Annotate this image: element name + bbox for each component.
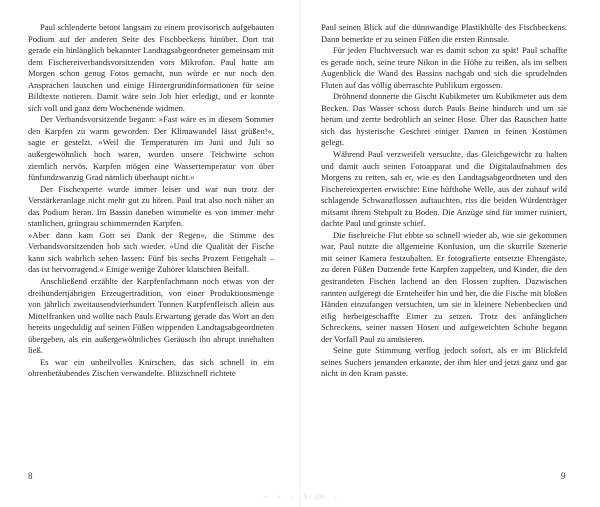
- next-page-icon[interactable]: ›: [334, 493, 338, 501]
- page-indicator: 9 / 100: [303, 493, 325, 501]
- left-page-text: [28, 22, 274, 380]
- reader-toolbar: [200, 490, 400, 504]
- paragraph: Anschließend erzählte der Karpfenfachmann noch etwas von der dreihundertjährigen Erzeugertradition, von einer Produktionsmenge von jährlich zweitausendvierhundert Tonnen Karpfenfleisch allein aus Mittelfranken und wollte nach Pauls Erwartung gerade das Wort an den bereits ungeduldig auf seinen Füßen wippenden Landtagsabgeordneten übergeben, als ein außergewöhnliches Geräusch ihn abrupt innehalten ließ.: [28, 276, 274, 356]
- paragraph: Paul seinen Blick auf die dünnwandige Plastikhülle des Fischbeckens. Dann bemerkte er zu seinen Füßen die ersten Rinnsale.: [321, 22, 567, 44]
- paragraph: Dröhnend donnerte die Gischt Kubikmeter um Kubikmeter aus dem Becken. Das Wasser schoss durch Pauls Beine hindurch und um sie herum und zerrte bedrohlich an seiner Hose. Über das Rauschen hatte sich das hysterische Geschrei einiger Damen in feinen Kostümen gelegt.: [321, 91, 567, 148]
- page-gutter: [299, 0, 301, 507]
- paragraph: Paul schlenderte betont langsam zu einem provisorisch aufgebauten Podium auf der anderen Seite des Fischbeckens hinüber. Dort trat gerade ein hinlänglich bekannter Landtagsabgeordneter gemeinsam mit dem Fischereiverbandsvorsitzenden vors Mikrofon. Paul hatte am Morgen schon genug Fotos gemacht, nun würde er nur noch den Ansprachen lauschen und einige Hintergrundinformationen für seine Bildtexte notieren. Damit wäre sein Job hier erledigt, und er konnte sich voll und ganz dem Wochenende widmen.: [28, 22, 274, 113]
- paragraph: Für jeden Fluchtversuch war es damit schon zu spät! Paul schaffte es gerade noch, seine teure Nikon in die Höhe zu reißen, als im selben Augenblick die Wand des Bassins nachgab und sich die sprudelnden Fluten auf das völlig überraschte Publikum ergossen.: [321, 45, 567, 90]
- right-page-text: [321, 22, 567, 380]
- zoom-in-icon[interactable]: +: [276, 493, 282, 501]
- zoom-out-icon[interactable]: −: [262, 493, 267, 501]
- paragraph: »Aber dann kam Gott sei Dank der Regen«, die Stimme des Verbandsvorsitzenden hob sich wieder. »Und die Qualität der Fische kann sich wahrlich sehen lassen: Fünf bis sechs Prozent Fettgehalt – das ist hervorragend.« Einige wenige Zuhörer klatschten Beifall.: [28, 229, 274, 275]
- paragraph: Es war ein unheilvolles Knirschen, das sich schnell in ein ohrenbetäubendes Zischen verwandelte. Blitzschnell richtete: [28, 356, 274, 379]
- previous-page-icon[interactable]: ‹: [291, 493, 294, 501]
- right-page-number: 9: [561, 471, 566, 481]
- paragraph: Während Paul verzweifelt versuchte, das Gleichgewicht zu halten und damit auch seinen Fotoapparat und die Digitalaufnahmen des Morgens zu retten, sah er, wie es den Landtagsabgeordneten und den Fischereiexperten erwischte: Eine hüfthohe Welle, aus der zuhauf wild schlagende Schwanzflossen auftauchten, riss die beiden Würdenträger mitsamt ihrem Stehpult zu Boden. Die Anzüge sind für immer ruiniert, dachte Paul und grinste schief.: [321, 149, 567, 229]
- paragraph: Der Verbandsvorsitzende begann: »Fast wäre es in diesem Sommer den Karpfen zu warm geworden. Der Klimawandel lässt grüßen!«, sagte er gestelzt. »Weil die Temperaturen im Juni und Juli so außergewöhnlich hoch waren, wurden unsere Teichwirte schon ziemlich nervös. Karpfen mögen eine Wassertemperatur von über fünfundzwanzig Grad nämlich überhaupt nicht.«: [28, 114, 274, 183]
- paragraph: Die fischreiche Flut ebbte so schnell wieder ab, wie sie gekommen war. Paul nutzte die allgemeine Konfusion, um die skurrile Szenerie mit seiner Kamera festzuhalten. Er fotografierte entsetzte Ehrengäste, zu deren Füßen Dutzende fette Karpfen zappelten, und Kinder, die den gestrandeten Fischen lachend an den Flossen zupften. Dazwischen rannten aufgeregt die Ernteheifer hin und her, die die Fische mit bloßen Händen einzufangen versuchten, um sie in kleinere Nebenbecken und eilig herbeigeschaffte Eimer zu setzen. Trotz des anfänglichen Schreckens, seiner nassen Hosen und aufgeweichten Schuhe begann der Vorfall Paul zu amüsieren.: [321, 229, 567, 344]
- paragraph: Der Fischexperte wurde immer leiser und war nun trotz der Verstärkeranlage nicht mehr gut zu hören. Paul trat also noch näher an das Podium heran. Im Bassin daneben wimmelte es von immer mehr stattlichen, grüngrau schimmernden Karpfen.: [28, 183, 274, 229]
- paragraph: Seine gute Stimmung verflog jedoch sofort, als er im Blickfeld seines Suchers jemanden erkannte, der ihm hier und jetzt ganz und gar nicht in den Kram passte.: [321, 345, 567, 379]
- left-page-number: 8: [28, 471, 33, 481]
